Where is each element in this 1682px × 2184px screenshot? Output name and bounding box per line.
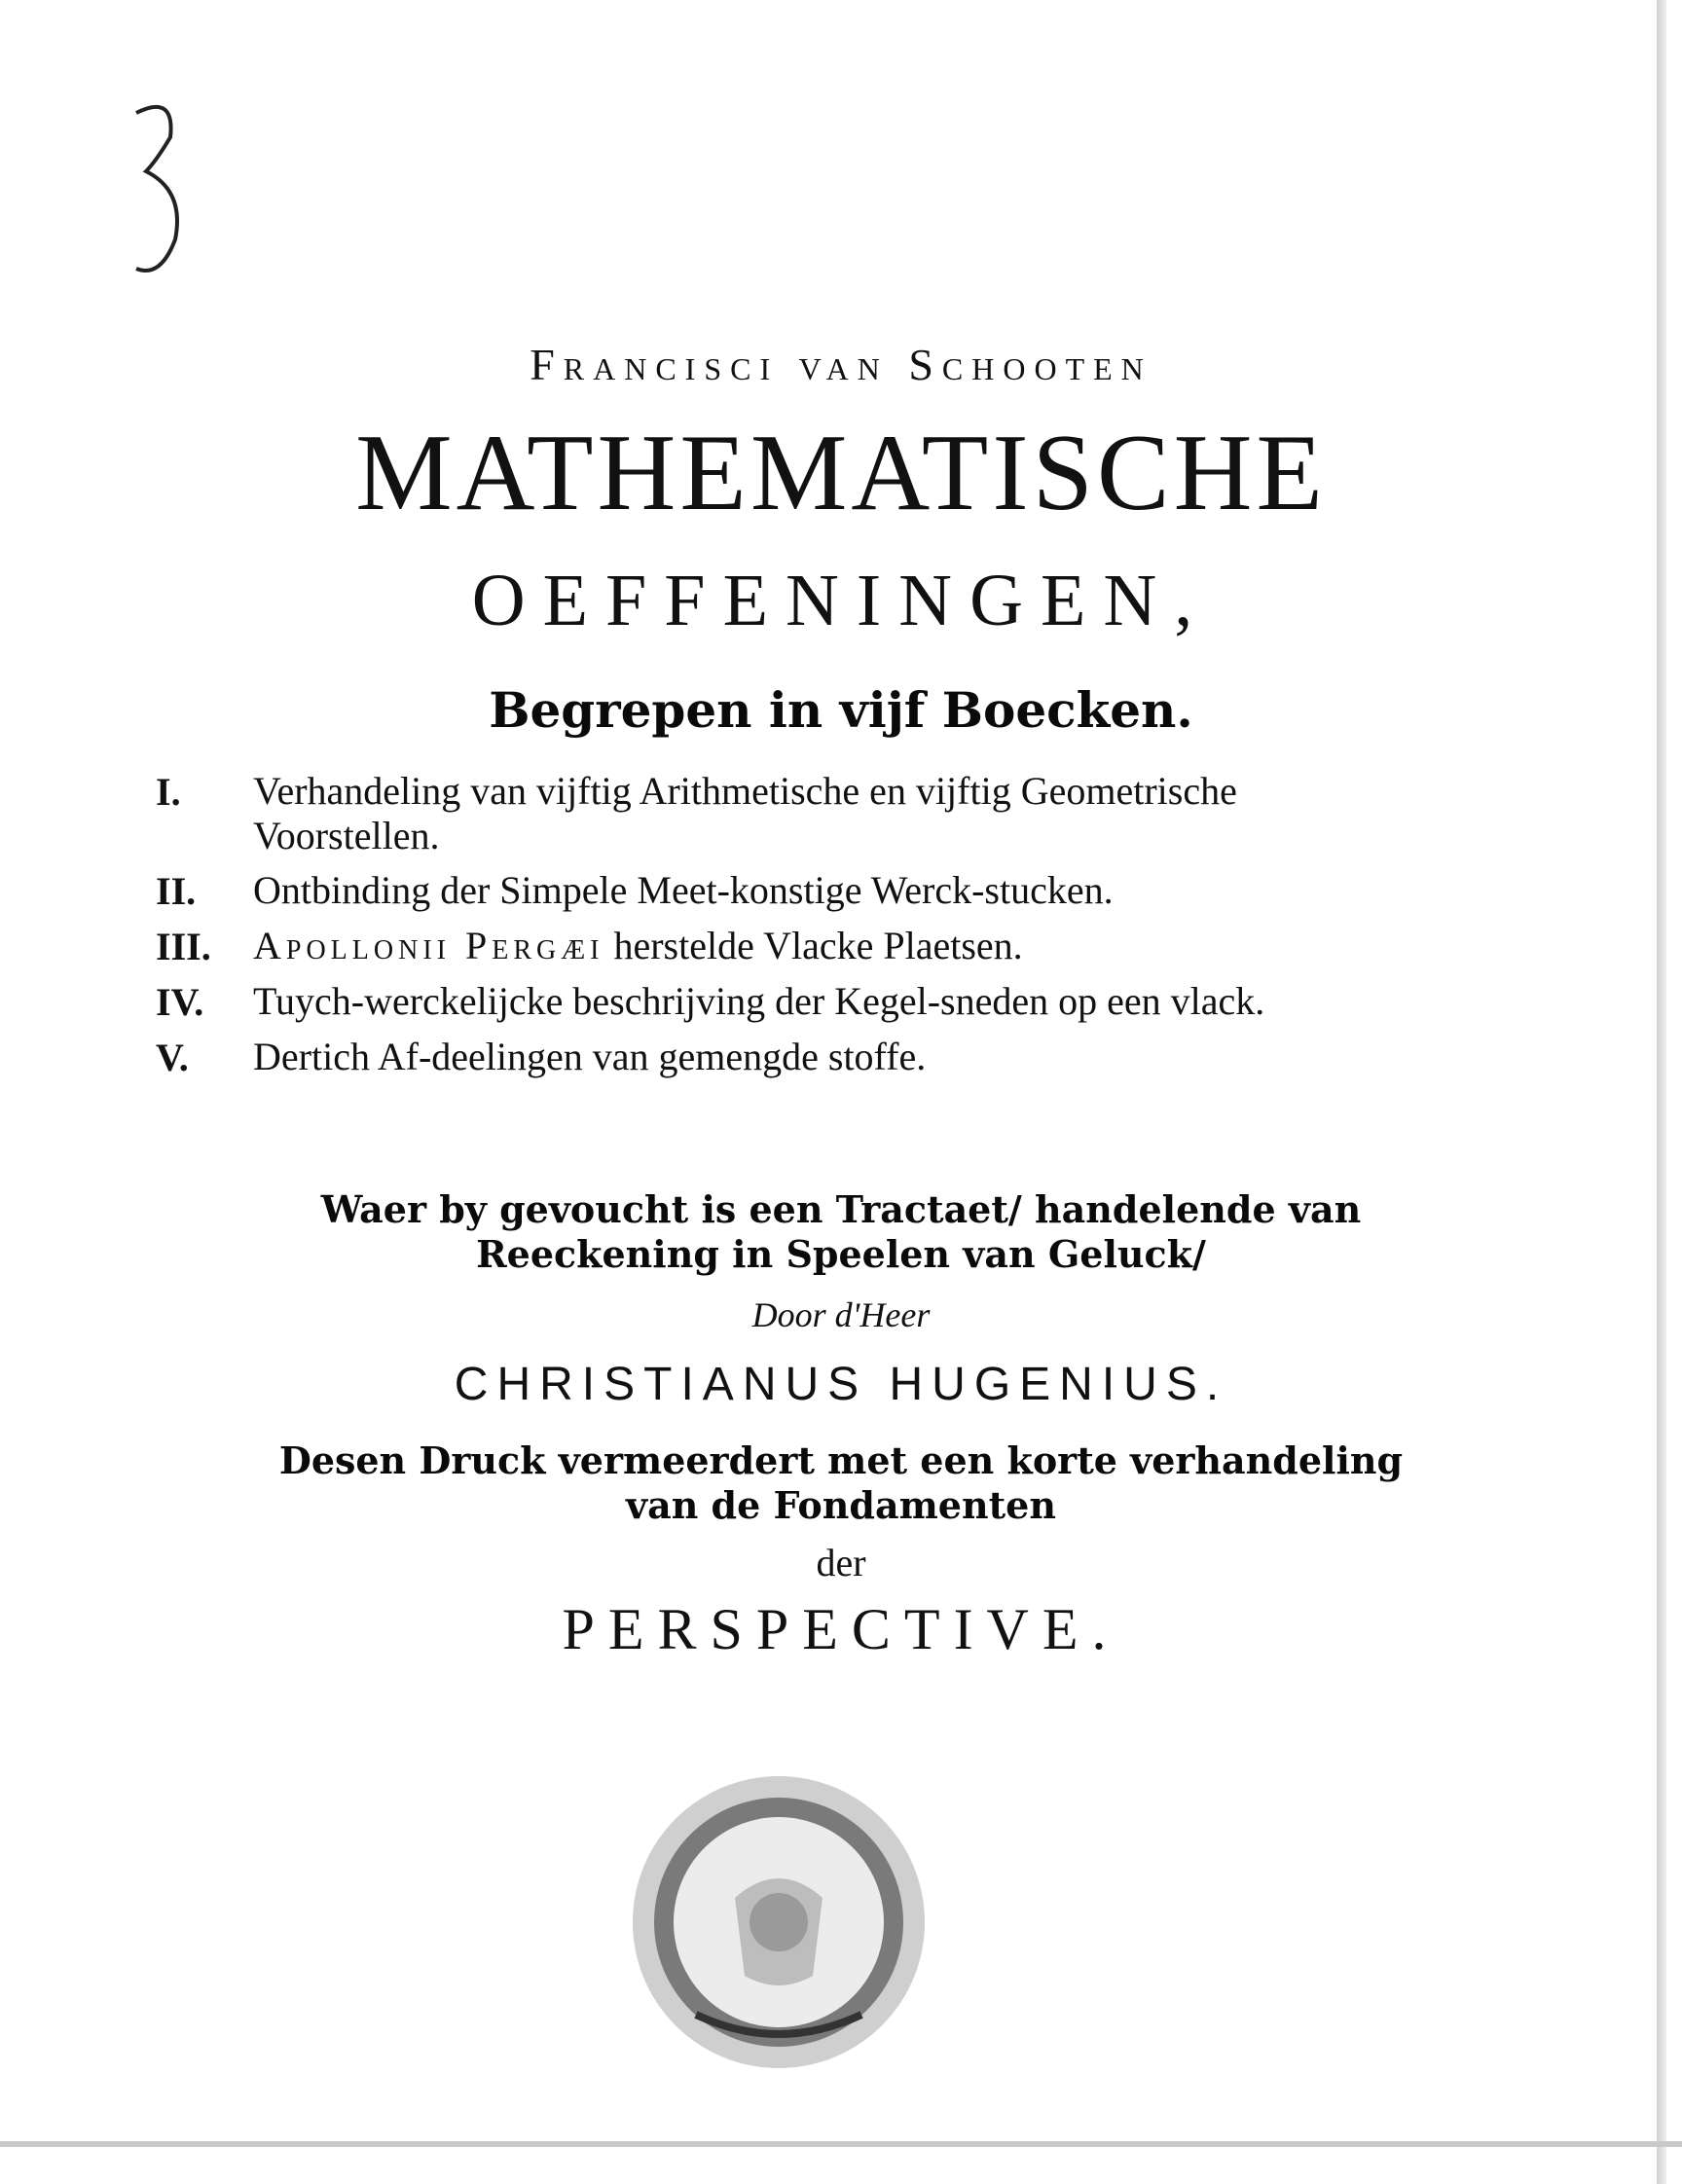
book-numeral: IV. [156,980,204,1024]
perspective-line: PERSPECTIVE. [562,1597,1120,1661]
book-text: Dertich Af-deelingen van gemengde stoffe. [253,1035,927,1078]
book-text: herstelde Vlacke Plaetsen. [613,924,1023,967]
book-item-1 [156,769,1372,858]
books-list [156,769,1372,1090]
appendix-text: Waer by gevoucht is een Tractaet/ handelende van Reeckening in Speelen van Geluck/ [320,1187,1362,1276]
author-person: CHRISTIANUS HUGENIUS. [454,1359,1228,1410]
book-title: MATHEMATISCHE [355,413,1327,533]
books-line: Begrepen in vijf Boecken. [489,681,1193,739]
author-line: Francisci van Schooten [530,340,1152,389]
page-edge-bottom [0,2141,1682,2147]
book-text-line [253,924,1372,969]
edition-line [243,1438,1439,1528]
book-numeral: III. [156,925,211,968]
book-text: Verhandeling van vijftig Arithmetische en vijftig Geometrische Voorstellen. [253,769,1237,857]
door-line: Door d'Heer [751,1295,931,1334]
book-text: Tuych-werckelijcke beschrijving der Kegel-sneden op een vlack. [253,979,1265,1023]
book-item-4 [156,979,1372,1025]
book-item-3 [156,924,1372,969]
page-edge-right [1657,0,1666,2184]
book-text-caps: Apollonii Pergæi [253,924,604,967]
margin-handwritten-number [117,84,204,288]
book-subtitle: OEFFENINGEN, [471,560,1211,641]
appendix-line [224,1187,1458,1277]
book-text: Ontbinding der Simpele Meet-konstige Werck-stucken. [253,868,1114,912]
book-item-5 [156,1035,1372,1080]
book-numeral: II. [156,869,197,913]
library-stamp-seal [628,1771,930,2073]
book-numeral: I. [156,770,181,814]
book-numeral: V. [156,1036,189,1079]
book-item-2 [156,868,1372,914]
der-line: der [816,1541,866,1584]
edition-text: Desen Druck vermeerdert met een korte verhandeling van de Fondamenten [278,1438,1404,1527]
